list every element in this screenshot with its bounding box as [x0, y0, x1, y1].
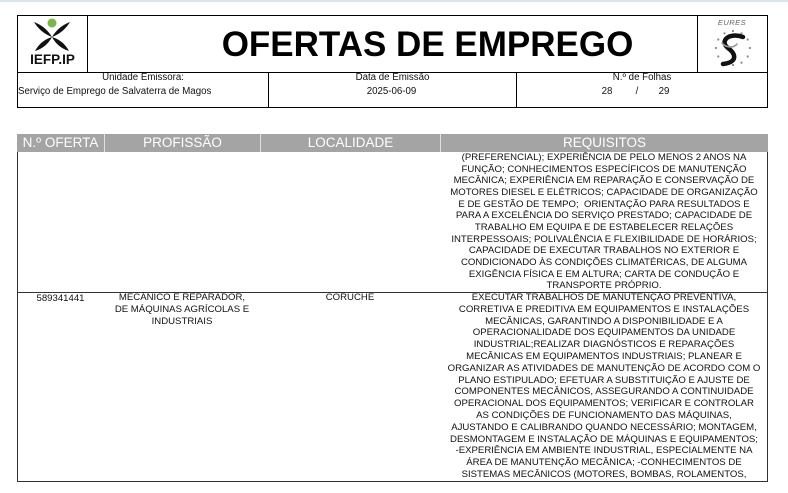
column-header-oferta: N.º OFERTA — [17, 134, 104, 152]
requisitos-line: MECÂNICAS EM EQUIPAMENTOS INDUSTRIAIS; PLANEAR E — [466, 350, 742, 362]
requisitos-line: CORRETIVA E PREDITIVA EM EQUIPAMENTOS E INSTALAÇÕES — [458, 303, 750, 315]
eures-logo-text: EURES — [717, 18, 747, 27]
requisitos-line: CAPACIDADE DE EXECUTAR TRABALHOS NO EXTERIOR E — [468, 245, 740, 257]
localidade-cell: CORUCHE — [325, 292, 375, 303]
data-emissao-value: 2025-06-09 — [366, 86, 417, 97]
requisitos-line: -EXPERIÊNCIA EM AMBIENTE INDUSTRIAL, ESPECIALMENTE NA — [455, 445, 753, 457]
requisitos-line: EXIGÊNCIA FÍSICA E EM ALTURA; CARTA DE CONDUÇÃO E — [468, 268, 740, 280]
viewer-top-edge — [0, 0, 788, 2]
requisitos-line: E DE GESTÃO DE TEMPO; ORIENTAÇÃO PARA RESULTADOS E — [458, 198, 750, 210]
requisitos-line: (PREFERENCIAL); EXPERIÊNCIA DE PELO MENOS 2 ANOS NA — [461, 152, 747, 163]
iefp-logo-icon — [30, 18, 74, 52]
requisitos-line: OPERACIONALIDADE DOS EQUIPAMENTOS DA UNIDADE — [472, 327, 736, 339]
eures-logo-icon — [703, 17, 763, 69]
requisitos-line: PLANO ESTIPULADO; EFETUAR A SUBSTITUIÇÃO E AJUSTE DE — [458, 374, 750, 386]
requisitos-line: COMPONENTES MECÂNICOS, ASSEGURANDO A CONTINUIDADE — [454, 386, 754, 398]
page-title: OFERTAS DE EMPREGO — [221, 25, 634, 64]
requisitos-line: ÁREA DE MANUTENÇÃO MECÂNICA; -CONHECIMENTOS DE — [466, 457, 742, 469]
column-header-requisitos: REQUISITOS — [440, 134, 768, 152]
requisitos-line: MECÂNICA; EXPERIÊNCIA EM REPARAÇÃO E CONSERVAÇÃO DE — [453, 175, 755, 187]
requisitos-line: TRANSPORTE PRÓPRIO. — [546, 280, 662, 292]
oferta-number: 589341441 — [36, 293, 85, 304]
requisitos-line: MOTORES DIESEL E ELÉTRICOS; CAPACIDADE DE ORGANIZAÇÃO — [450, 187, 758, 199]
requisitos-line: AJUSTANDO E CALIBRANDO QUANDO NECESSÁRIO; MONTAGEM, — [451, 421, 757, 433]
requisitos-line: DESMONTAGEM E INSTALAÇÃO DE MÁQUINAS E EQUIPAMENTOS; — [450, 433, 758, 445]
data-emissao-label: Data de Emissão — [355, 72, 430, 83]
folhas-current: 28 — [601, 86, 613, 97]
requisitos-line: INTERPESSOAIS; POLIVALÊNCIA E FLEXIBILIDADE DE HORÁRIOS; — [451, 233, 757, 245]
requisitos-line: PARA A EXCELÊNCIA DO SERVIÇO PRESTADO; CAPACIDADE DE — [455, 210, 753, 222]
profissao-line: MECÂNICO E REPARADOR, — [118, 292, 246, 303]
profissao-cell — [104, 292, 260, 327]
requisitos-line: MECÂNICAS, GARANTINDO A DISPONIBILIDADE E A — [485, 315, 723, 327]
unidade-emissora-value: Serviço de Emprego de Salvaterra de Magos — [18, 86, 212, 97]
logo-divider-left — [87, 15, 88, 73]
profissao-line: INDUSTRIAIS — [151, 315, 213, 327]
iefp-logo-text: IEFP.IP — [30, 52, 75, 67]
requisitos-line: EXECUTAR TRABALHOS DE MANUTENÇÃO PREVENTIVA, — [471, 292, 737, 303]
requisitos-line: CONDICIONADO ÀS CONDIÇÕES CLIMATÉRICAS, DE ALGUMA — [460, 257, 748, 269]
column-header-profissao: PROFISSÃO — [104, 134, 260, 152]
requisitos-cell — [440, 292, 768, 481]
logo-divider-right — [697, 15, 698, 73]
requisitos-line: ORGANIZAR AS ATIVIDADES DE MANUTENÇÃO DE ACORDO COM O — [447, 362, 761, 374]
requisitos-line: FUNÇÃO; CONHECIMENTOS ESPECÍFICOS DE MANUTENÇÃO — [461, 163, 747, 175]
requisitos-line: SISTEMAS MECÂNICOS (MOTORES, BOMBAS, ROLAMENTOS, — [461, 468, 747, 480]
requisitos-line: TRABALHO EM EQUIPA E DE ESTABELECER RELAÇÕES — [474, 222, 734, 234]
folhas-separator: / — [635, 86, 639, 97]
requisitos-line: INDUSTRIAL;REALIZAR DIAGNÓSTICOS E REPARAÇÕES — [473, 339, 735, 351]
column-header-localidade: LOCALIDADE — [260, 134, 440, 152]
requisitos-line: OPERACIONAL DOS EQUIPAMENTOS; VERIFICAR E CONTROLAR — [454, 398, 754, 410]
folhas-label: N.º de Folhas — [612, 72, 672, 83]
folhas-total: 29 — [658, 86, 670, 97]
profissao-line: DE MÁQUINAS AGRÍCOLAS E — [114, 303, 250, 315]
requisitos-line: AS CONDIÇÕES DE FUNCIONAMENTO DAS MÁQUINAS, — [476, 409, 732, 421]
requisitos-cell — [440, 152, 768, 292]
unidade-emissora-label: Unidade Emissora: — [102, 72, 184, 83]
